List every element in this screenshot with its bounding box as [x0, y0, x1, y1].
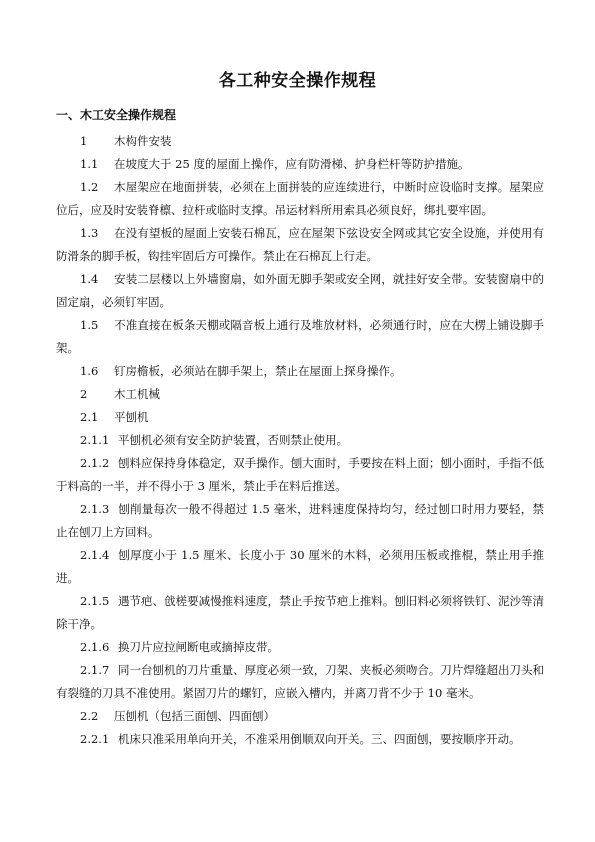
paragraph-text: 换刀片应拉闸断电或摘掉皮带。 — [118, 640, 279, 654]
document-title: 各工种安全操作规程 — [218, 71, 377, 91]
paragraph-number: 2.1.2 — [80, 456, 110, 470]
paragraph-text: 压刨机（包括三面刨、四面刨） — [114, 709, 275, 723]
paragraph-text: 平刨机必须有安全防护装置，否则禁止使用。 — [118, 433, 348, 447]
paragraph-1-5 — [56, 314, 544, 360]
paragraph-text: 木屋架应在地面拼装，必须在上面拼装的应连续进行，中断时应设临时支撑。屋架应位后，应及时安装脊檩、拉杆或临时支撑。吊运材料所用索具必须良好，绑扎要牢固。 — [56, 180, 544, 217]
paragraph-number: 1 — [80, 134, 88, 148]
paragraph-text: 钉房檐板，必须站在脚手架上，禁止在屋面上探身操作。 — [114, 364, 402, 378]
paragraph-number: 1.2 — [80, 180, 99, 194]
paragraph-number: 1.4 — [80, 272, 99, 286]
paragraph-number: 2 — [80, 387, 88, 401]
paragraph-1-2 — [56, 176, 544, 222]
paragraph-text: 刨厚度小于 1.5 厘米、长度小于 30 厘米的木料，必须用压板或推棍，禁止用手推进。 — [56, 548, 544, 585]
paragraph-2-1-5 — [56, 590, 544, 636]
paragraph-1-6 — [56, 360, 544, 383]
paragraph-1 — [56, 130, 544, 153]
paragraph-text: 安装二层楼以上外墙窗扇，如外面无脚手架或安全网，就挂好安全带。安装窗扇中的固定扇，必须钉牢固。 — [56, 272, 544, 309]
paragraph-text: 刨料应保持身体稳定，双手操作。刨大面时，手要按在料上面；刨小面时，手指不低于料高的一半，并不得小于 3 厘米，禁止手在料后推送。 — [56, 456, 544, 493]
paragraph-number: 2.2 — [80, 709, 99, 723]
paragraph-text: 木构件安装 — [114, 134, 172, 148]
paragraph-text: 机床只准采用单向开关，不准采用倒顺双向开关。三、四面刨，要按顺序开动。 — [118, 732, 521, 746]
paragraph-number: 2.1.5 — [80, 594, 110, 608]
paragraph-2-1-4 — [56, 544, 544, 590]
paragraph-number: 2.1 — [80, 410, 99, 424]
paragraph-number: 2.1.1 — [80, 433, 110, 447]
paragraph-number: 1.3 — [80, 226, 99, 240]
paragraph-number: 2.2.1 — [80, 732, 110, 746]
paragraph-text: 木工机械 — [114, 387, 160, 401]
paragraph-2-1-3 — [56, 498, 544, 544]
paragraph-2-1-6 — [56, 636, 544, 659]
paragraph-number: 1.5 — [80, 318, 99, 332]
paragraph-2-1-2 — [56, 452, 544, 498]
paragraph-2-2-1 — [56, 728, 544, 751]
paragraph-number: 2.1.3 — [80, 502, 110, 516]
paragraph-number: 2.1.7 — [80, 663, 110, 677]
paragraph-1-1 — [56, 153, 544, 176]
paragraph-1-4 — [56, 268, 544, 314]
paragraph-2-1-7 — [56, 659, 544, 705]
paragraph-2 — [56, 383, 544, 406]
paragraph-text: 在坡度大于 25 度的屋面上操作，应有防滑梯、护身栏杆等防护措施。 — [114, 157, 470, 171]
paragraph-2-1 — [56, 406, 544, 429]
paragraph-1-3 — [56, 222, 544, 268]
paragraph-2-1-1 — [56, 429, 544, 452]
paragraph-text: 在没有望板的屋面上安装石棉瓦，应在屋架下弦设安全网或其它安全设施，并使用有防滑条的脚手板，钩挂牢固后方可操作。禁止在石棉瓦上行走。 — [56, 226, 544, 263]
paragraph-2-2 — [56, 705, 544, 728]
paragraph-text: 同一台刨机的刀片重量、厚度必须一致，刀架、夹板必须吻合。刀片焊缝超出刀头和有裂缝的刀具不准使用。紧固刀片的螺钉，应嵌入槽内，并离刀背不少于 10 毫米。 — [56, 663, 544, 700]
paragraph-text: 不准直接在板条天棚或隔音板上通行及堆放材料，必须通行时，应在大楞上铺设脚手架。 — [56, 318, 544, 355]
section-heading: 一、木工安全操作规程 — [56, 108, 177, 122]
paragraph-text: 遇节疤、戗槎要减慢推料速度，禁止手按节疤上推料。刨旧料必须将铁钉、泥沙等清除干净。 — [56, 594, 544, 631]
paragraph-number: 2.1.6 — [80, 640, 110, 654]
paragraph-text: 平刨机 — [114, 410, 149, 424]
document-body — [56, 130, 544, 751]
paragraph-number: 1.1 — [80, 157, 99, 171]
paragraph-text: 刨削量每次一般不得超过 1.5 毫米，进料速度保持均匀，经过刨口时用力要轻，禁止在刨刀上方回料。 — [56, 502, 544, 539]
paragraph-number: 1.6 — [80, 364, 99, 378]
paragraph-number: 2.1.4 — [80, 548, 110, 562]
